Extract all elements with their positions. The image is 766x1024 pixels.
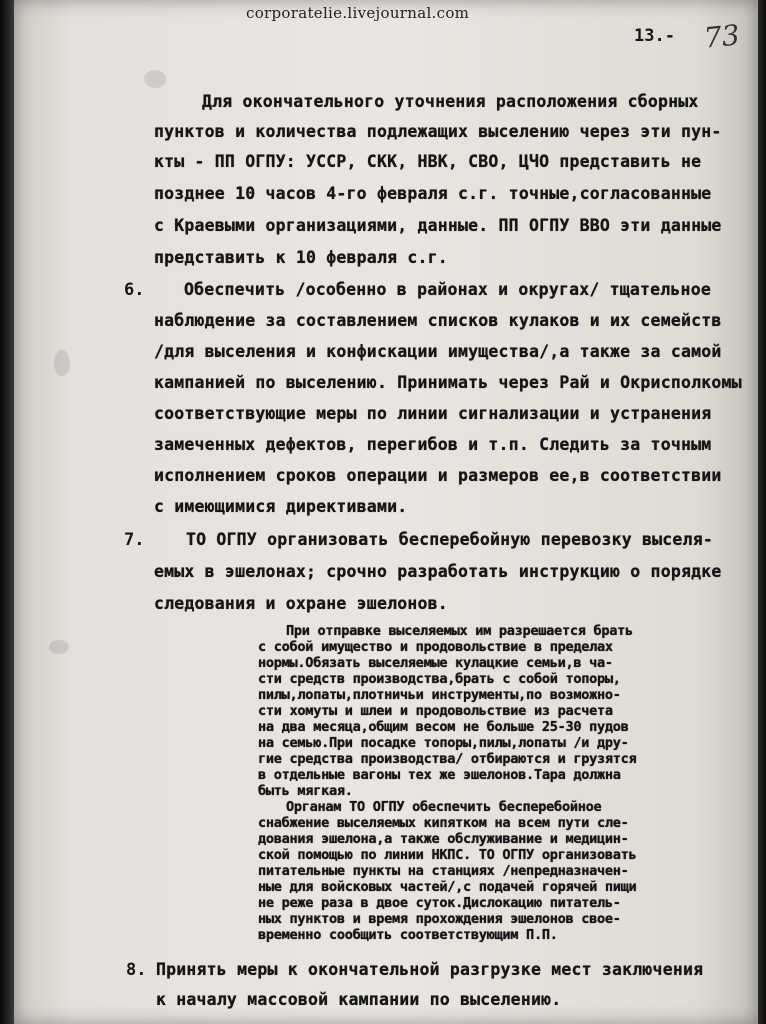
quote-line: сти средств производства,брать с собой топоры, xyxy=(258,671,621,687)
quote-line: на семью.При посадке топоры,пилы,лопаты /и дру- xyxy=(258,735,629,751)
stain xyxy=(144,70,166,88)
document-page xyxy=(14,0,758,1024)
quote-line: пилы,лопаты,плотничьи инструменты,по возможно- xyxy=(258,687,621,703)
stain xyxy=(49,640,69,654)
quote-line: Органам ТО ОГПУ обеспечить бесперебойное xyxy=(286,799,602,815)
text-line: к началу массовой кампании по выселению. xyxy=(156,990,562,1009)
quote-line: с собой имущество и продовольствие в пределах xyxy=(258,639,613,655)
text-line: пунктов и количества подлежащих выселению через эти пун- xyxy=(154,122,722,141)
text-line: емых в эшелонах; срочно разработать инструкцию о порядке xyxy=(154,562,722,581)
text-line: представить к 10 февраля с.г. xyxy=(154,248,448,267)
text-line: Принять меры к окончательной разгрузке мест заключения xyxy=(156,960,704,979)
text-line: соответствующие меры по линии сигнализации и устранения xyxy=(154,404,712,423)
scan-edge-right xyxy=(758,0,766,1024)
handwritten-page-number: 73 xyxy=(702,18,742,55)
quote-line: ные для войсковых частей/,с подачей горячей пищи xyxy=(258,879,637,895)
item-number: 7. xyxy=(124,530,145,550)
quote-line: нормы.Обязать выселяемые кулацкие семьи,в ча- xyxy=(258,655,613,671)
quote-line: не реже раза в двое суток.Дислокацию питатель- xyxy=(258,895,621,911)
quote-line: временно сообщить соответствующим П.П. xyxy=(258,927,558,943)
quote-line: гие средства производства/ отбираются и грузятся xyxy=(258,751,637,767)
quote-line: ных пунктов и время прохождения эшелонов свое- xyxy=(258,911,621,927)
text-line: замеченных дефектов, перегибов и т.п. Следить за точным xyxy=(154,435,712,454)
quote-line: питательные пункты на станциях /непредназначен- xyxy=(258,863,629,879)
text-line: с имеющимися директивами. xyxy=(154,497,408,516)
quote-line: сти хомуты и шлеи и продовольствие из расчета xyxy=(258,703,613,719)
quote-line: в отдельные вагоны тех же эшелонов.Тара должна xyxy=(258,767,621,783)
item-number: 8. xyxy=(126,960,147,980)
text-line: кампанией по выселению. Принимать через Рай и Окрисполкомы xyxy=(154,373,742,392)
text-line: с Краевыми организациями, данные. ПП ОГПУ ВВО эти данные xyxy=(154,216,722,235)
quote-line: ской помощью по линии НКПС. ТО ОГПУ организовать xyxy=(258,847,637,863)
page-number: 13.- xyxy=(634,26,675,46)
text-line: /для выселения и конфискации имущества/,а также за самой xyxy=(154,342,722,361)
text-line: следования и охране эшелонов. xyxy=(154,594,448,613)
watermark: corporatelie.livejournal.com xyxy=(246,4,470,22)
text-line: наблюдение за составлением списков кулаков и их семейств xyxy=(154,311,722,330)
stain xyxy=(54,350,70,376)
text-line: позднее 10 часов 4-го февраля с.г. точные,согласованные xyxy=(154,184,712,203)
item-number: 6. xyxy=(124,280,145,300)
quote-line: на два месяца,общим весом не больше 25-30 пудов xyxy=(258,719,629,735)
text-line: Для окончательного уточнения расположения сборных xyxy=(202,92,699,111)
quote-line: дования эшелона,а также обслуживание и медицин- xyxy=(258,831,629,847)
text-line: исполнением сроков операции и размеров ее,в соответствии xyxy=(154,466,722,485)
quote-line: При отправке выселяемых им разрешается брать xyxy=(286,623,633,639)
text-line: ТО ОГПУ организовать бесперебойную перевозку выселя- xyxy=(186,530,713,549)
text-line: Обеспечить /особенно в районах и округах/ тщательное xyxy=(184,280,711,299)
quote-line: снабжение выселяемых кипятком на всем пути сле- xyxy=(258,815,629,831)
quote-line: быть мягкая. xyxy=(258,783,353,799)
scan-edge-left xyxy=(0,0,14,1024)
text-line: кты - ПП ОГПУ: УССР, СКК, НВК, СВО, ЦЧО представить не xyxy=(154,152,702,171)
